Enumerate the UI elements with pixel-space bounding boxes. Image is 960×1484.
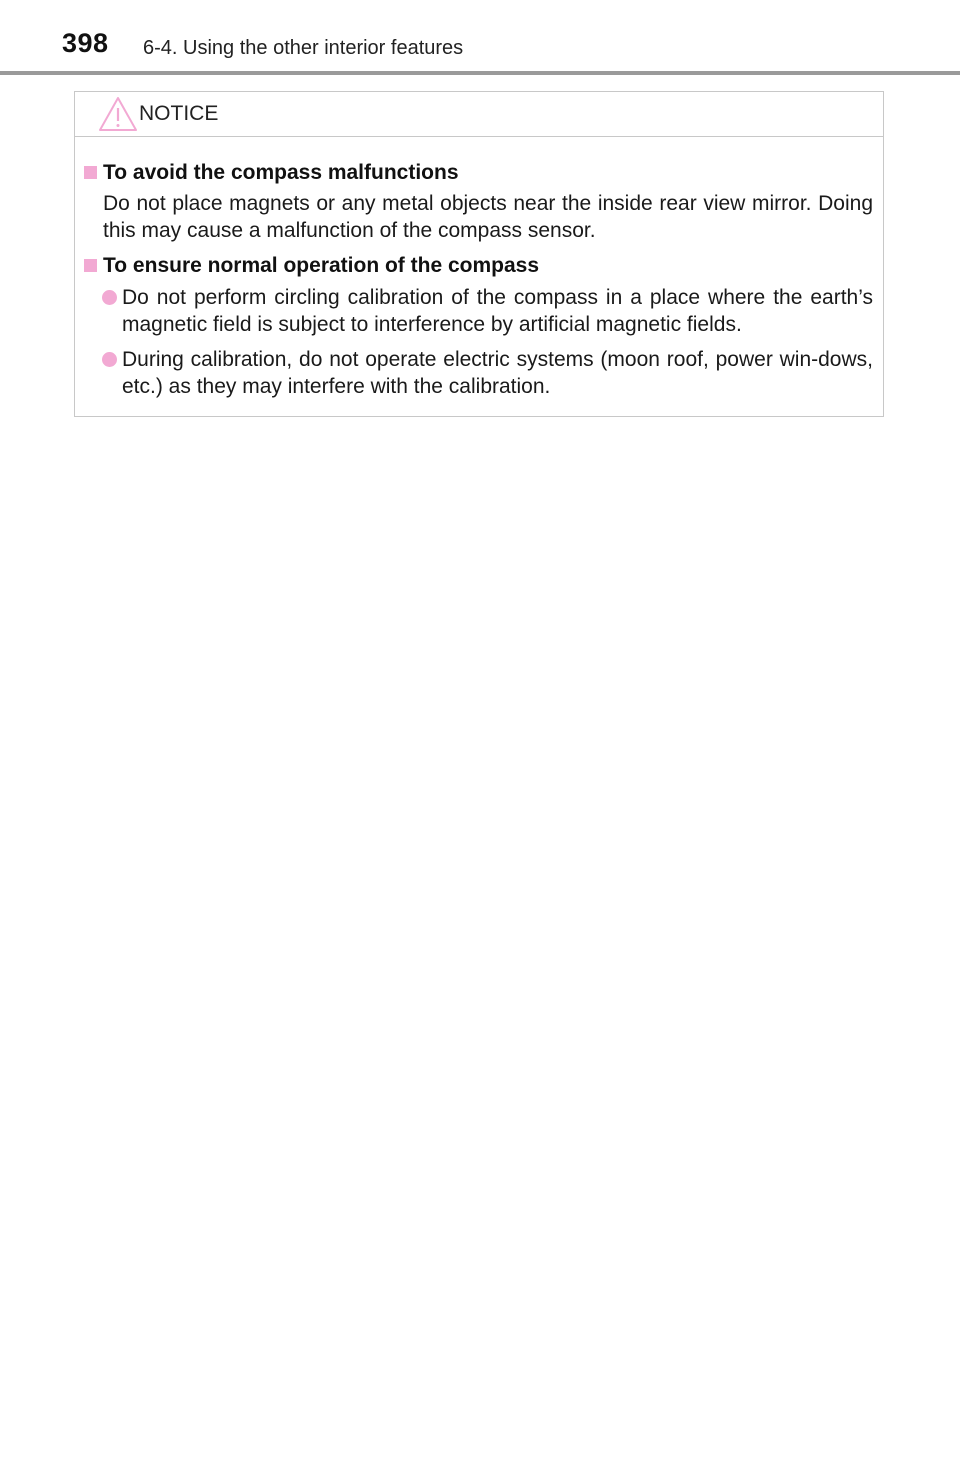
round-bullet-icon bbox=[102, 352, 117, 367]
section-title: 6-4. Using the other interior features bbox=[143, 37, 464, 59]
notice-label: NOTICE bbox=[139, 102, 219, 125]
list-item-text: During calibration, do not operate electric systems (moon roof, power win-dows, etc.) as they may interfere with the calibration. bbox=[122, 348, 873, 398]
section-heading-text: To ensure normal operation of the compass bbox=[103, 254, 540, 277]
list-item-text: Do not perform circling calibration of the compass in a place where the earth’s magnetic field is subject to interference by artificial magnetic fields. bbox=[122, 286, 873, 336]
list-item bbox=[83, 284, 873, 338]
round-bullet-icon bbox=[102, 290, 117, 305]
notice-body bbox=[75, 137, 883, 400]
square-bullet-icon bbox=[84, 259, 97, 272]
section-heading bbox=[83, 252, 873, 279]
notice-section-compass-malfunctions bbox=[83, 159, 873, 244]
square-bullet-icon bbox=[84, 166, 97, 179]
notice-box bbox=[74, 91, 884, 417]
list-item bbox=[83, 346, 873, 400]
section-paragraph: Do not place magnets or any metal objects near the inside rear view mirror. Doing this may cause a malfunction of the compass sensor. bbox=[103, 192, 873, 242]
header-divider bbox=[0, 71, 960, 75]
page-number: 398 bbox=[62, 28, 109, 58]
notice-header bbox=[75, 92, 883, 137]
section-heading bbox=[83, 159, 873, 186]
section-heading-text: To avoid the compass malfunctions bbox=[103, 161, 459, 184]
page-header bbox=[0, 0, 960, 76]
notice-section-normal-operation bbox=[83, 252, 873, 400]
warning-triangle-icon bbox=[98, 96, 138, 132]
